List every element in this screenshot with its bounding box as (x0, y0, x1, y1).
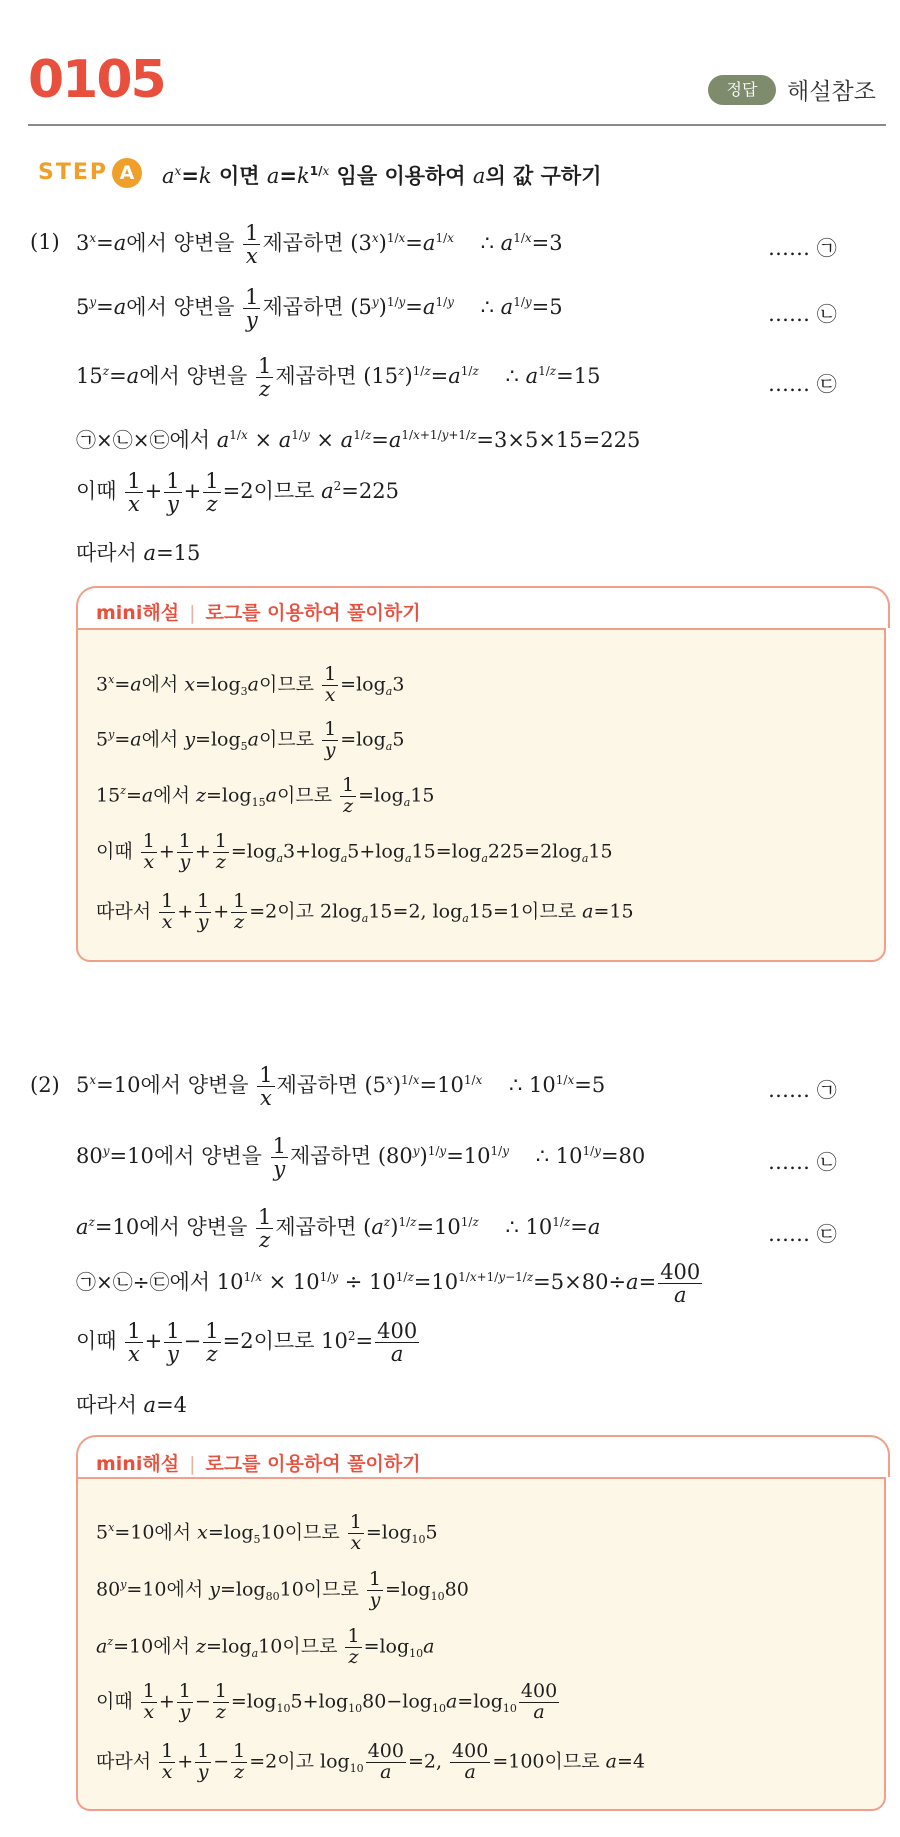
answer-reference: 해설참조 (787, 79, 876, 105)
equation-marker-2: …… ㉡ (768, 302, 837, 326)
part2-number: (2) (30, 1073, 60, 1097)
mini2-line-5: 따라서 $\frac{1}{x}$ + $\frac{1}{y}$ − $\frac{1}{z}$ =2이고 $\log_{10}$ $\frac{400}{a}$ =2, $\frac{400}{a}$ =100이므로 a=4 (96, 1740, 645, 1783)
mini1-line-4: 이때 $\frac{1}{x}$ + $\frac{1}{y}$ + $\frac{1}{z}$ $=\log_a3+\log_a5+\log_a15=\log_a225=2\log_a15$ (96, 830, 613, 873)
part2-line-3: $a^z=10$에서 양변을 $\frac{1}{z}$ 제곱하면 $(a^z)^{1/z}=10^{1/z}$ ∴ $10^{1/z}=a$ (76, 1205, 601, 1253)
part1-line-6: 따라서 a=15 (76, 541, 201, 565)
equation-marker-1: …… ㉠ (768, 236, 837, 260)
problem-number: 0105 (28, 50, 165, 110)
answer-badge: 정답 (708, 75, 776, 105)
part2-line-2: $80^y=10$에서 양변을 $\frac{1}{y}$ 제곱하면 $(80^y)^{1/y}=10^{1/y}$ ∴ $10^{1/y}=80$ (76, 1134, 646, 1182)
mini1-line-3: $15^z=a$에서 $z=\log_{15}a$이므로 $\frac{1}{z}$ $=\log_a15$ (96, 774, 435, 817)
mini-solution-title-1: mini해설 | 로그를 이용하여 풀이하기 (96, 602, 421, 624)
mini1-line-5: 따라서 $\frac{1}{x}$ + $\frac{1}{y}$ + $\frac{1}{z}$ =2이고 $2\log_a15=2$, $\log_a15=1$이므로 a=15 (96, 890, 634, 933)
equation-marker-4: …… ㉠ (768, 1078, 837, 1102)
part1-line-4: ㉠×㉡×㉢에서 $a^{1/x} \times a^{1/y} \times a^{1/z}=a^{1/x+1/y+1/z}=3\times 5\times 15=225$ (76, 428, 641, 452)
part2-line-1: $5^x=10$에서 양변을 $\frac{1}{x}$ 제곱하면 $(5^x)^{1/x}=10^{1/x}$ ∴ $10^{1/x}=5$ (76, 1063, 606, 1111)
step-label: STEP (38, 160, 109, 185)
part1-line-3: $15^z=a$에서 양변을 $\frac{1}{z}$ 제곱하면 $(15^z)^{1/z}=a^{1/z}$ ∴ $a^{1/z}=15$ (76, 354, 601, 402)
part1-line-2: $5^y=a$에서 양변을 $\frac{1}{y}$ 제곱하면 $(5^y)^{1/y}=a^{1/y}$ ∴ $a^{1/y}=5$ (76, 285, 563, 333)
step-title: $a^x=k$ 이면 $a=k^{1/x}$ 임을 이용하여 a의 값 구하기 (162, 164, 602, 188)
header-divider (28, 124, 886, 126)
mini2-line-3: $a^z=10$에서 $z=\log_a10$이므로 $\frac{1}{z}$ $=\log_{10}a$ (96, 1625, 435, 1668)
equation-marker-6: …… ㉢ (768, 1222, 837, 1246)
part1-line-5: 이때 $\frac{1}{x}$ + $\frac{1}{y}$ + $\frac{1}{z}$ =2이므로 $a^2=225$ (76, 469, 399, 517)
part2-line-5: 이때 $\frac{1}{x}$ + $\frac{1}{y}$ − $\frac{1}{z}$ =2이므로 $10^2=$ $\frac{400}{a}$ (76, 1319, 418, 1367)
part2-line-4: ㉠×㉡÷㉢에서 $10^{1/x} \times 10^{1/y} \div 10^{1/z}=10^{1/x+1/y-1/z}=5\times 80\div a=$ $\frac{400}{a}$ (76, 1260, 701, 1308)
step-badge: A (112, 158, 142, 188)
mini1-line-2: $5^y=a$에서 $y=\log_5a$이므로 $\frac{1}{y}$ $=\log_a5$ (96, 718, 405, 761)
mini2-line-1: $5^x=10$에서 $x=\log_510$이므로 $\frac{1}{x}$ $=\log_{10}5$ (96, 1511, 438, 1554)
part1-number: (1) (30, 230, 60, 254)
mini2-line-4: 이때 $\frac{1}{x}$ + $\frac{1}{y}$ − $\frac{1}{z}$ $=\log_{10}5+\log_{10}80-\log_{10}a=\log_{10}$ $\frac{400}{a}$ (96, 1680, 558, 1723)
mini2-line-2: $80^y=10$에서 $y=\log_{80}10$이므로 $\frac{1}{y}$ $=\log_{10}80$ (96, 1568, 469, 1611)
mini-solution-title-2: mini해설 | 로그를 이용하여 풀이하기 (96, 1453, 421, 1475)
equation-marker-3: …… ㉢ (768, 372, 837, 396)
part2-line-6: 따라서 a=4 (76, 1393, 188, 1417)
equation-marker-5: …… ㉡ (768, 1150, 837, 1174)
mini1-line-1: $3^x=a$에서 $x=\log_3a$이므로 $\frac{1}{x}$ $=\log_a3$ (96, 663, 405, 706)
part1-line-1: $3^x=a$에서 양변을 $\frac{1}{x}$ 제곱하면 $(3^x)^{1/x}=a^{1/x}$ ∴ $a^{1/x}=3$ (76, 221, 563, 269)
